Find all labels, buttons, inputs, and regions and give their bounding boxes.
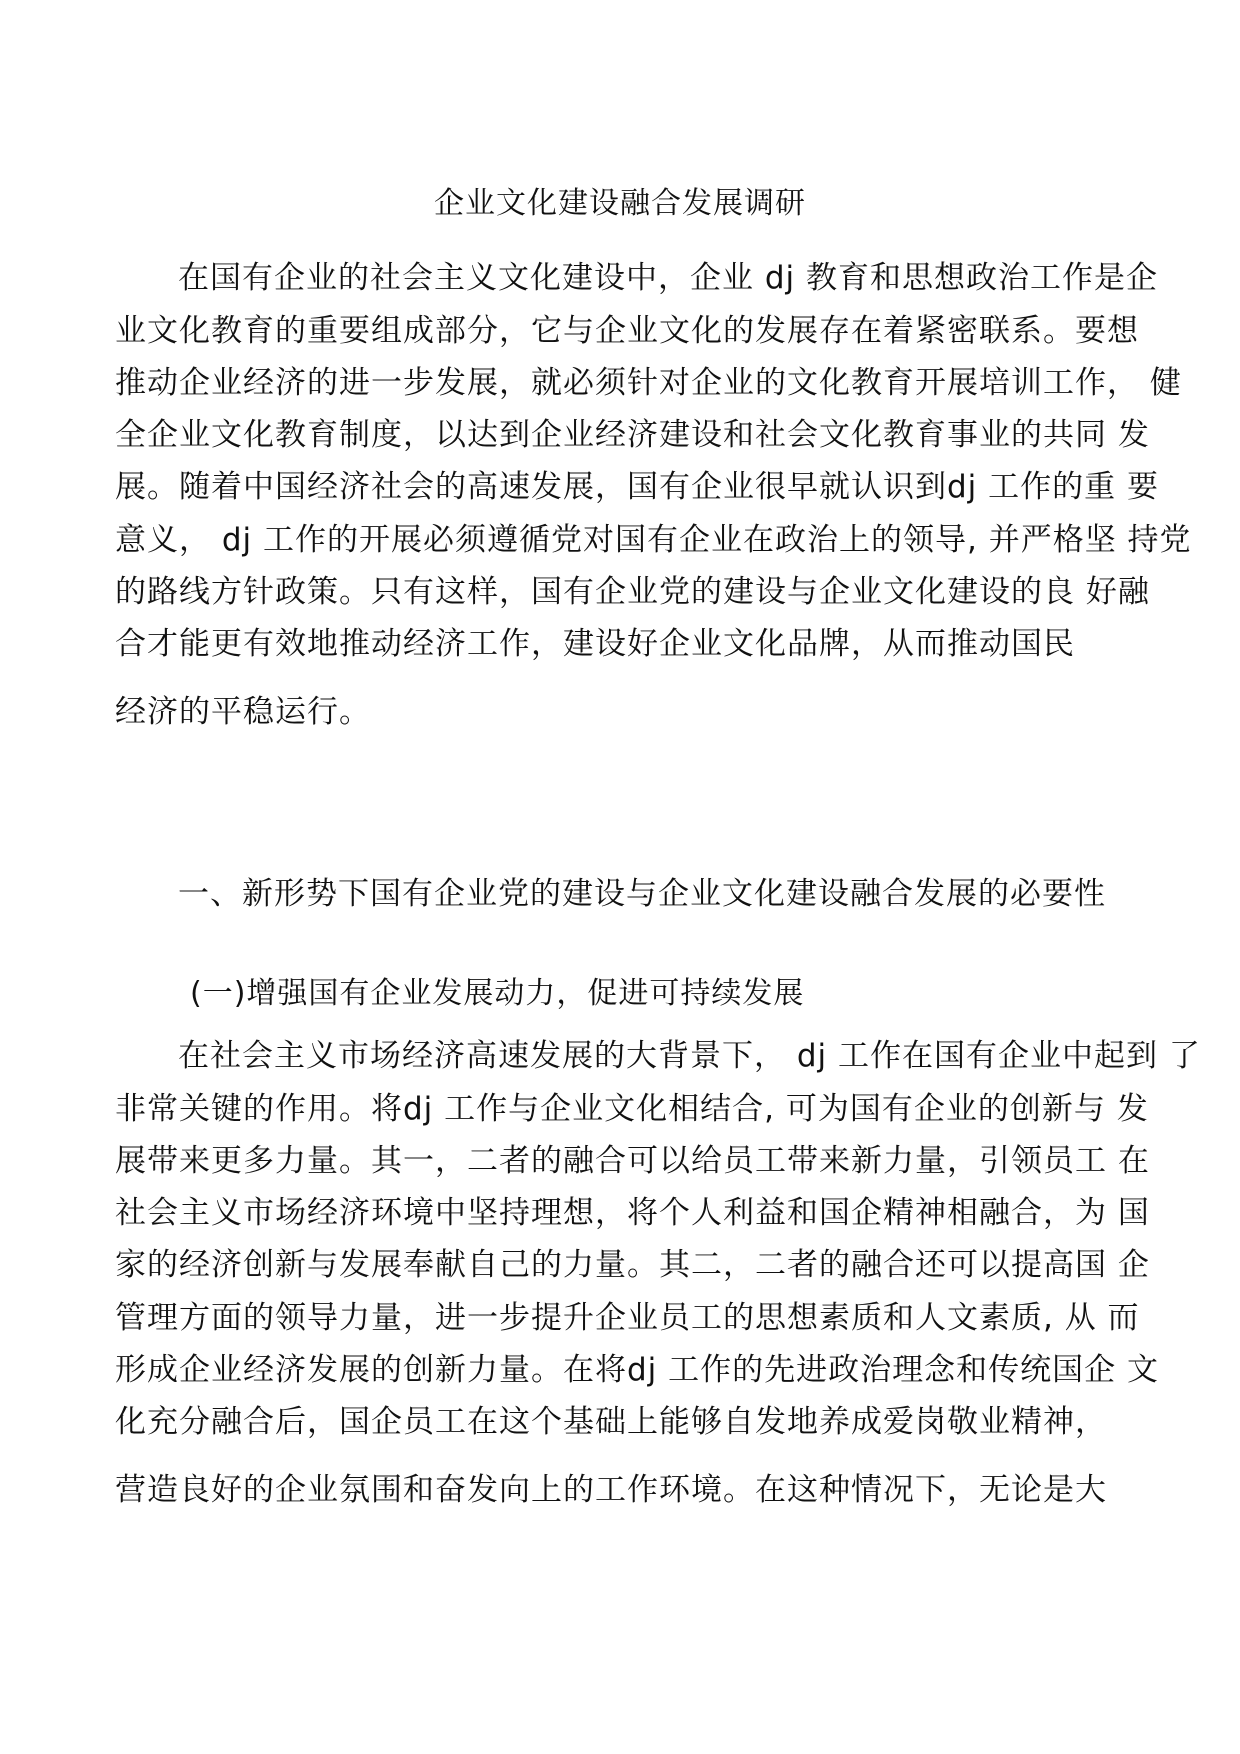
body-line: 非常关键的作用。将dj 工作与企业文化相结合, 可为国有企业的创新与 发	[115, 1091, 1149, 1127]
intro-line: 经济的平稳运行。	[115, 694, 371, 730]
intro-line: 业文化教育的重要组成部分，它与企业文化的发展存在着紧密联系。要想	[115, 313, 1139, 349]
intro-line: 展。随着中国经济社会的高速发展，国有企业很早就认识到dj 工作的重 要	[115, 469, 1159, 505]
subsection-heading: (一)增强国有企业发展动力，促进可持续发展	[190, 976, 805, 1011]
body-line: 家的经济创新与发展奉献自己的力量。其二，二者的融合还可以提高国 企	[115, 1247, 1150, 1283]
intro-line: 的路线方针政策。只有这样，国有企业党的建设与企业文化建设的良 好融	[115, 574, 1150, 610]
intro-line: 推动企业经济的进一步发展，就必须针对企业的文化教育开展培训工作， 健	[115, 365, 1182, 401]
body-line: 化充分融合后，国企员工在这个基础上能够自发地养成爱岗敬业精神，	[115, 1404, 1107, 1440]
intro-line: 合才能更有效地推动经济工作，建设好企业文化品牌，从而推动国民	[115, 626, 1075, 662]
body-line: 营造良好的企业氛围和奋发向上的工作环境。在这种情况下，无论是大	[115, 1472, 1107, 1508]
body-line: 形成企业经济发展的创新力量。在将dj 工作的先进政治理念和传统国企 文	[115, 1352, 1159, 1388]
section-heading: 一、新形势下国有企业党的建设与企业文化建设融合发展的必要性	[178, 876, 1106, 912]
body-line: 管理方面的领导力量，进一步提升企业员工的思想素质和人文素质, 从 而	[115, 1300, 1140, 1336]
intro-line: 意义， dj 工作的开展必须遵循党对国有企业在政治上的领导, 并严格坚 持党	[115, 522, 1192, 558]
body-line: 社会主义市场经济环境中坚持理想，将个人利益和国企精神相融合，为 国	[115, 1195, 1150, 1231]
intro-line: 在国有企业的社会主义文化建设中，企业 dj 教育和思想政治工作是企	[178, 260, 1158, 296]
intro-line: 全企业文化教育制度，以达到企业经济建设和社会文化教育事业的共同 发	[115, 417, 1150, 453]
document-title: 企业文化建设融合发展调研	[434, 186, 806, 221]
body-line: 展带来更多力量。其一，二者的融合可以给员工带来新力量，引领员工 在	[115, 1143, 1150, 1179]
body-line: 在社会主义市场经济高速发展的大背景下， dj 工作在国有企业中起到 了	[178, 1038, 1201, 1074]
